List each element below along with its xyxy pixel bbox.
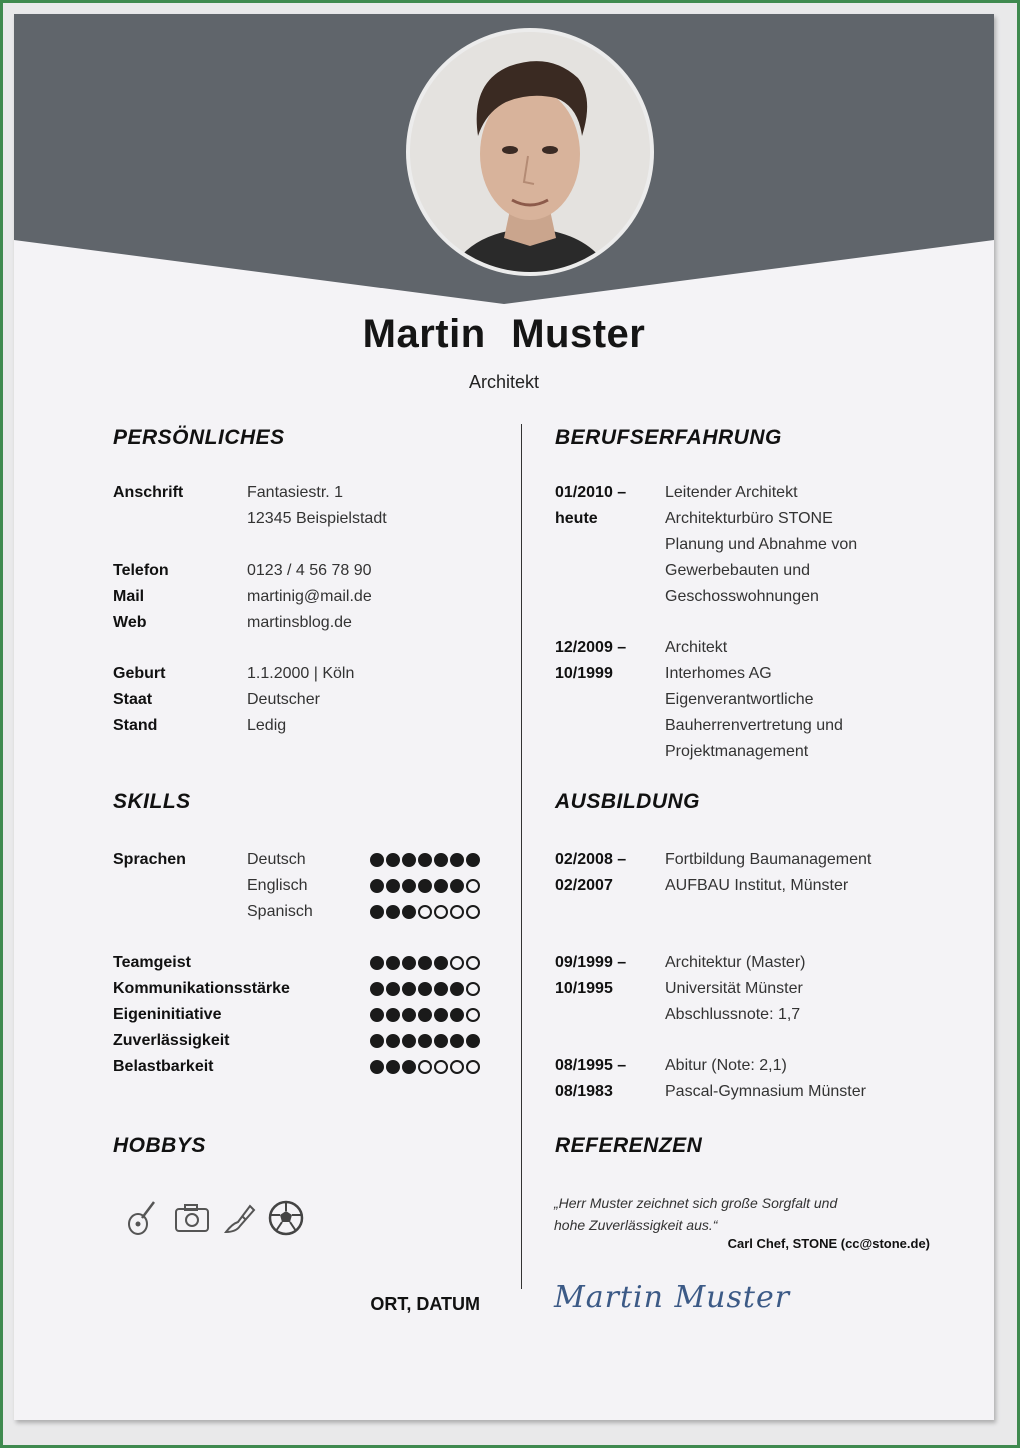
mail-label: Mail xyxy=(113,588,145,605)
rating-dot-empty xyxy=(466,1060,480,1074)
rating-dot-filled xyxy=(450,1034,464,1048)
soft-skill-label: Kommunikationsstärke xyxy=(113,980,290,997)
rating-dot-filled xyxy=(402,1008,416,1022)
education-description xyxy=(665,1053,965,1105)
rating-dot-filled xyxy=(370,982,384,996)
rating-dot-filled xyxy=(386,1060,400,1074)
quote-line: „Herr Muster zeichnet sich große Sorgfalt und xyxy=(554,1195,838,1211)
skill-rating xyxy=(370,976,480,1002)
guitar-icon xyxy=(122,1198,162,1238)
rating-dot-empty xyxy=(466,1008,480,1022)
nationality-value: Deutscher xyxy=(247,691,320,708)
rating-dot-filled xyxy=(386,956,400,970)
rating-dot-filled xyxy=(402,956,416,970)
rating-dot-filled xyxy=(402,1034,416,1048)
rating-dot-filled xyxy=(386,1034,400,1048)
description-line: Architekt xyxy=(665,639,728,656)
education-date-to: 08/1983 xyxy=(555,1083,613,1100)
soccer-ball-icon xyxy=(266,1198,306,1238)
experience-date-to: 10/1999 xyxy=(555,665,613,682)
address-line-2: 12345 Beispielstadt xyxy=(247,510,387,527)
rating-dot-filled xyxy=(466,853,480,867)
rating-dot-filled xyxy=(418,1034,432,1048)
skill-rating xyxy=(370,950,480,976)
rating-dot-filled xyxy=(450,853,464,867)
rating-dot-empty xyxy=(418,905,432,919)
rating-dot-empty xyxy=(466,982,480,996)
experience-date-from: 12/2009 – xyxy=(555,639,627,656)
skill-rating xyxy=(370,873,480,899)
soft-skill-label: Zuverlässigkeit xyxy=(113,1032,230,1049)
column-divider xyxy=(521,424,522,1289)
rating-dot-filled xyxy=(370,1034,384,1048)
rating-dot-filled xyxy=(370,879,384,893)
rating-dot-filled xyxy=(402,1060,416,1074)
birth-label: Geburt xyxy=(113,665,166,682)
rating-dot-filled xyxy=(450,982,464,996)
description-line: Leitender Architekt xyxy=(665,484,798,501)
rating-dot-empty xyxy=(466,905,480,919)
profile-photo xyxy=(406,28,654,276)
description-line: Eigenverantwortliche xyxy=(665,691,814,708)
rating-dot-empty xyxy=(418,1060,432,1074)
section-heading-hobbies: HOBBYS xyxy=(113,1134,206,1157)
description-line: Interhomes AG xyxy=(665,665,772,682)
person-name: Martin Muster xyxy=(362,312,646,356)
rating-dot-filled xyxy=(370,1060,384,1074)
rating-dot-empty xyxy=(450,1060,464,1074)
phone-label: Telefon xyxy=(113,562,169,579)
place-date-label: ORT, DATUM xyxy=(370,1294,480,1314)
description-line: Architektur (Master) xyxy=(665,954,806,971)
rating-dot-filled xyxy=(418,956,432,970)
address-label: Anschrift xyxy=(113,484,184,501)
job-title: Architekt xyxy=(468,372,540,392)
education-description xyxy=(665,950,965,1028)
rating-dot-empty xyxy=(434,905,448,919)
reference-author: Carl Chef, STONE (cc@stone.de) xyxy=(727,1236,930,1251)
rating-dot-filled xyxy=(370,1008,384,1022)
education-date-to: 10/1995 xyxy=(555,980,613,997)
language-name: Englisch xyxy=(247,877,308,894)
portrait-illustration xyxy=(410,32,650,272)
soft-skill-label: Teamgeist xyxy=(113,954,191,971)
description-line: Abitur (Note: 2,1) xyxy=(665,1057,787,1074)
experience-date-to: heute xyxy=(555,510,598,527)
section-heading-personal: PERSÖNLICHES xyxy=(113,426,285,449)
education-description xyxy=(665,847,965,899)
skill-rating xyxy=(370,899,480,925)
education-date-from: 02/2008 – xyxy=(555,851,627,868)
rating-dot-filled xyxy=(466,1034,480,1048)
rating-dot-filled xyxy=(386,905,400,919)
description-line: AUFBAU Institut, Münster xyxy=(665,877,849,894)
section-heading-skills: SKILLS xyxy=(113,790,191,813)
description-line: Gewerbebauten und xyxy=(665,562,810,579)
rating-dot-filled xyxy=(434,982,448,996)
rating-dot-filled xyxy=(434,1034,448,1048)
rating-dot-filled xyxy=(402,982,416,996)
rating-dot-filled xyxy=(434,956,448,970)
rating-dot-empty xyxy=(450,905,464,919)
rating-dot-filled xyxy=(386,879,400,893)
address-line-1: Fantasiestr. 1 xyxy=(247,484,344,501)
experience-description xyxy=(665,635,965,765)
rating-dot-filled xyxy=(386,982,400,996)
description-line: Bauherrenvertretung und xyxy=(665,717,843,734)
rating-dot-filled xyxy=(450,879,464,893)
rating-dot-empty xyxy=(434,1060,448,1074)
language-name: Spanisch xyxy=(247,903,313,920)
rating-dot-filled xyxy=(418,1008,432,1022)
experience-date-from: 01/2010 – xyxy=(555,484,627,501)
language-name: Deutsch xyxy=(247,851,306,868)
signature: Martin Muster xyxy=(554,1280,791,1315)
rating-dot-filled xyxy=(402,905,416,919)
marital-status-label: Stand xyxy=(113,717,158,734)
rating-dot-filled xyxy=(434,1008,448,1022)
rating-dot-filled xyxy=(370,905,384,919)
rating-dot-filled xyxy=(402,879,416,893)
soft-skill-label: Belastbarkeit xyxy=(113,1058,214,1075)
education-date-from: 08/1995 – xyxy=(555,1057,627,1074)
rating-dot-filled xyxy=(434,879,448,893)
web-value: martinsblog.de xyxy=(247,614,352,631)
rating-dot-empty xyxy=(466,956,480,970)
mail-value: martinig@mail.de xyxy=(247,588,372,605)
phone-value: 0123 / 4 56 78 90 xyxy=(247,562,372,579)
nationality-label: Staat xyxy=(113,691,153,708)
paintbrush-icon xyxy=(220,1198,260,1238)
skill-rating xyxy=(370,1028,480,1054)
quote-line: hohe Zuverlässigkeit aus.“ xyxy=(554,1217,718,1233)
rating-dot-filled xyxy=(386,1008,400,1022)
description-line: Projektmanagement xyxy=(665,743,809,760)
description-line: Geschosswohnungen xyxy=(665,588,819,605)
web-label: Web xyxy=(113,614,147,631)
birth-value: 1.1.2000 | Köln xyxy=(247,665,355,682)
rating-dot-empty xyxy=(466,879,480,893)
section-heading-references: REFERENZEN xyxy=(555,1134,703,1157)
education-date-from: 09/1999 – xyxy=(555,954,627,971)
rating-dot-filled xyxy=(386,853,400,867)
rating-dot-filled xyxy=(418,982,432,996)
description-line: Abschlussnote: 1,7 xyxy=(665,1006,801,1023)
rating-dot-filled xyxy=(370,956,384,970)
rating-dot-filled xyxy=(450,1008,464,1022)
description-line: Planung und Abnahme von xyxy=(665,536,858,553)
rating-dot-filled xyxy=(402,853,416,867)
marital-status-value: Ledig xyxy=(247,717,287,734)
soft-skill-label: Eigeninitiative xyxy=(113,1006,222,1023)
rating-dot-filled xyxy=(434,853,448,867)
description-line: Pascal-Gymnasium Münster xyxy=(665,1083,866,1100)
education-date-to: 02/2007 xyxy=(555,877,613,894)
languages-label: Sprachen xyxy=(113,851,186,868)
cv-page xyxy=(14,14,994,1420)
skill-rating xyxy=(370,1002,480,1028)
skill-rating xyxy=(370,1054,480,1080)
description-line: Architekturbüro STONE xyxy=(665,510,833,527)
reference-quote xyxy=(554,1192,954,1236)
description-line: Fortbildung Baumanagement xyxy=(665,851,872,868)
skill-rating xyxy=(370,847,480,873)
description-line: Universität Münster xyxy=(665,980,803,997)
rating-dot-empty xyxy=(450,956,464,970)
section-heading-experience: BERUFSERFAHRUNG xyxy=(555,426,782,449)
rating-dot-filled xyxy=(418,879,432,893)
section-heading-education: AUSBILDUNG xyxy=(555,790,700,813)
rating-dot-filled xyxy=(370,853,384,867)
camera-icon xyxy=(172,1198,212,1238)
experience-description xyxy=(665,480,965,610)
rating-dot-filled xyxy=(418,853,432,867)
